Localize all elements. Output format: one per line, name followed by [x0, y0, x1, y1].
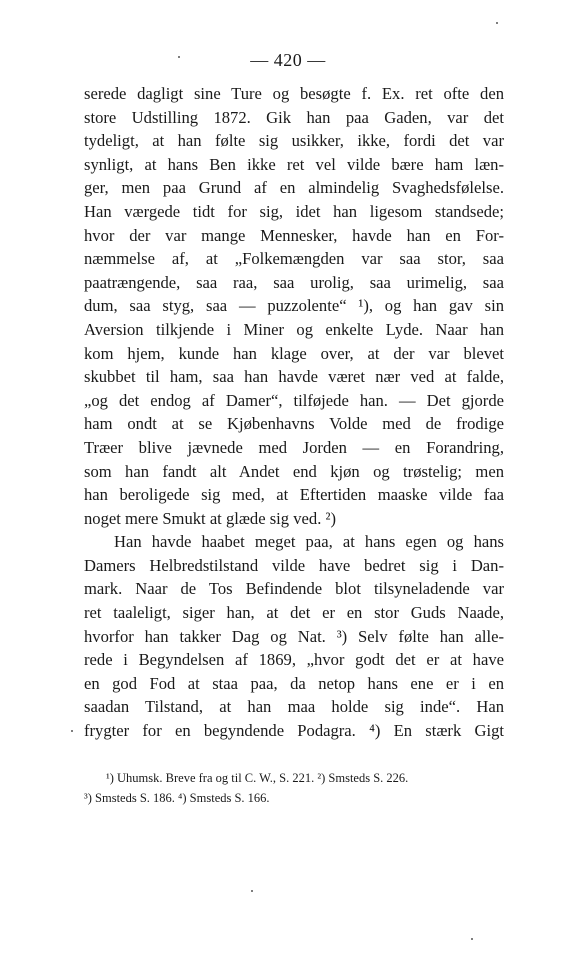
body-line: ger, men paa Grund af en almindelig Svaghedsfølelse. [84, 178, 504, 198]
body-line: Damers Helbredstilstand vilde have bedret sig i Dan- [84, 555, 504, 575]
body-line: hvorfor han takker Dag og Nat. ³) Selv følte han alle- [84, 626, 504, 646]
dust-speck [471, 938, 473, 940]
dust-speck [178, 56, 180, 58]
body-line: Aversion tilkjende i Miner og enkelte Lyde. Naar han [84, 319, 504, 339]
body-line: kom hjem, kunde han klage over, at der var blevet [84, 343, 504, 363]
dust-speck [496, 22, 498, 24]
footnote-line: ³) Smsteds S. 186. ⁴) Smsteds S. 166. [84, 791, 270, 805]
dust-speck [251, 890, 253, 892]
body-line: Træer blive jævnede med Jorden — en Forandring, [84, 437, 504, 457]
body-line: mark. Naar de Tos Befindende blot tilsyneladende var [84, 579, 504, 599]
body-line: store Udstilling 1872. Gik han paa Gaden, var det [84, 107, 504, 127]
page-number: — 420 — [250, 50, 326, 70]
body-line: hvor der var mange Mennesker, havde han en For- [84, 225, 504, 245]
body-line: en god Fod at staa paa, da netop hans ene er i en [84, 673, 504, 693]
body-line: ret taaleligt, siger han, at det er en stor Guds Naade, [84, 603, 504, 623]
dust-speck [71, 730, 73, 732]
body-line: skubbet til ham, saa han havde været nær ved at falde, [84, 367, 504, 387]
body-line: saadan Tilstand, at han maa holde sig inde“. Han [84, 697, 504, 717]
body-line: frygter for en begyndende Podagra. ⁴) En stærk Gigt [84, 721, 504, 741]
body-line: rede i Begyndelsen af 1869, „hvor godt det er at have [84, 650, 504, 670]
body-line: ham ondt at se Kjøbenhavns Volde med de frodige [84, 414, 504, 434]
body-line: næmmelse af, at „Folkemængden var saa stor, saa [84, 249, 504, 269]
body-line: noget mere Smukt at glæde sig ved. ²) [84, 508, 336, 528]
body-line: „og det endog af Damer“, tilføjede han. — Det gjorde [84, 390, 504, 410]
body-line: serede dagligt sine Ture og besøgte f. Ex. ret ofte den [84, 84, 504, 103]
body-line: dum, saa styg, saa — puzzolente“ ¹), og han gav sin [84, 296, 504, 316]
body-line: synligt, at hans Ben ikke ret vel vilde bære ham læn- [84, 154, 504, 174]
body-line: han beroligede sig med, at Eftertiden maaske vilde faa [84, 485, 504, 505]
body-text [84, 82, 504, 743]
body-line: Han havde haabet meget paa, at hans egen og hans [114, 532, 504, 552]
body-line: paatrængende, saa raa, saa urolig, saa urimelig, saa [84, 272, 504, 292]
body-line: Han værgede tidt for sig, idet han ligesom standsede; [84, 201, 504, 221]
footnote-line: ¹) Uhumsk. Breve fra og til C. W., S. 221. ²) Smsteds S. 226. [106, 771, 409, 785]
body-line: tydeligt, at han følte sig usikker, ikke, fordi det var [84, 131, 504, 151]
footnotes [84, 768, 504, 808]
body-line: som han fandt alt Andet end kjøn og trøstelig; men [84, 461, 504, 481]
